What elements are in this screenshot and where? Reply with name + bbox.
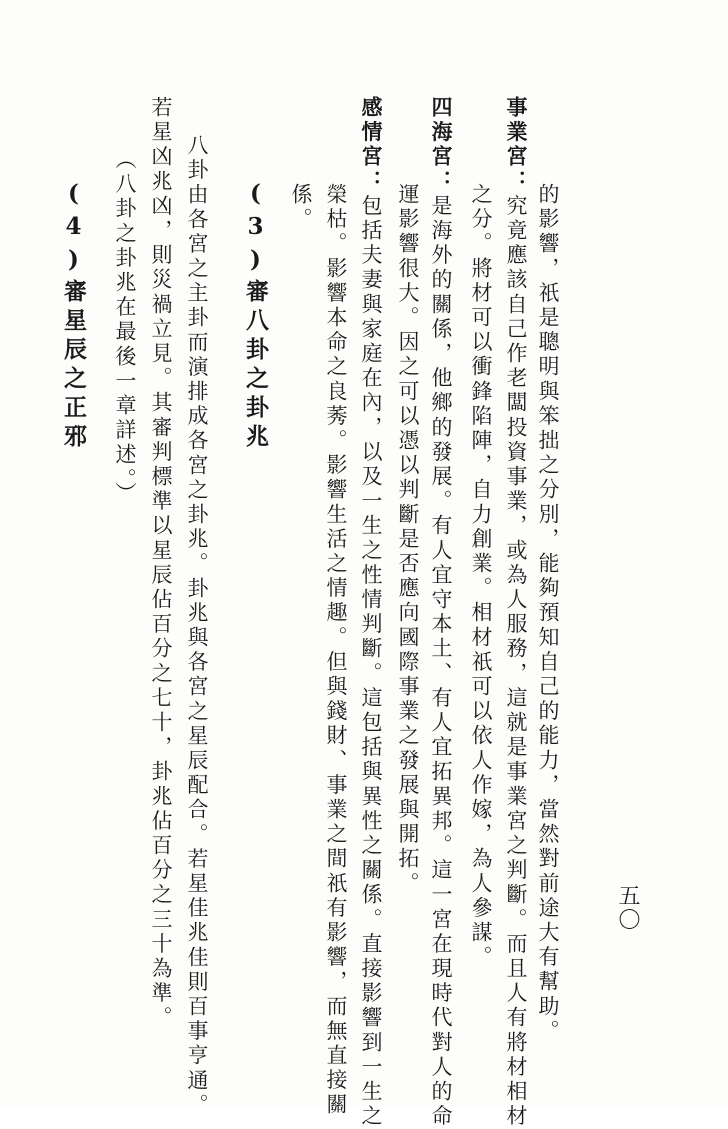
overseas-line-2: 運影響很大。因之可以憑以判斷是否應向國際事業之發展與開拓。 [396, 183, 420, 897]
emotion-line-1 [360, 96, 382, 1129]
section-4-heading: (4)審星辰之正邪 [60, 180, 87, 453]
emotion-line-2: 榮枯。影響本命之良莠。影響生活之情趣。但與錢財、事業之間祇有影響，而無直接關 [324, 183, 348, 1118]
section-3-line-2: 若星凶兆凶，則災禍立見。其審判標準以星辰佔百分之七十，卦兆佔百分之三十為準。 [149, 96, 173, 1031]
emotion-text-1: 包括夫妻與家庭在內，以及一生之性情判斷。這包括與異性之關係。直接影響到一生之 [359, 194, 383, 1129]
overseas-text-1: 是海外的關係，他鄉的發展。有人宜守本土、有人宜拓異邦。這一宮在現時代對人的命 [429, 194, 453, 1129]
career-term: 事業宮： [504, 96, 529, 195]
career-line-1 [505, 96, 527, 1129]
emotion-line-3: 係。 [289, 183, 313, 233]
career-line-2: 之分。將材可以衝鋒陷陣，自力創業。相材祇可以依人作嫁，為人參謀。 [469, 183, 493, 971]
career-text-1: 究竟應該自己作老闆投資事業，或為人服務，這就是事業宮之判斷。而且人有將材相材 [504, 194, 528, 1129]
section-3-heading: (3)審八卦之卦兆 [242, 180, 269, 453]
overseas-term: 四海宮： [429, 96, 454, 195]
page-number: 五〇 [615, 884, 640, 932]
overseas-line-1 [430, 96, 452, 1129]
section-3-note: （八卦之卦兆在最後一章詳述。） [113, 148, 137, 507]
emotion-term: 感情宮： [359, 96, 384, 195]
section-3-line-1: 八卦由各宮之主卦而演排成各宮之卦兆。卦兆與各宮之星辰配合。若星佳兆佳則百事亨通。 [185, 134, 209, 1118]
intro-line: 的影響，祇是聰明與笨拙之分別，能夠預知自己的能力，當然對前途大有幫助。 [536, 183, 560, 1044]
